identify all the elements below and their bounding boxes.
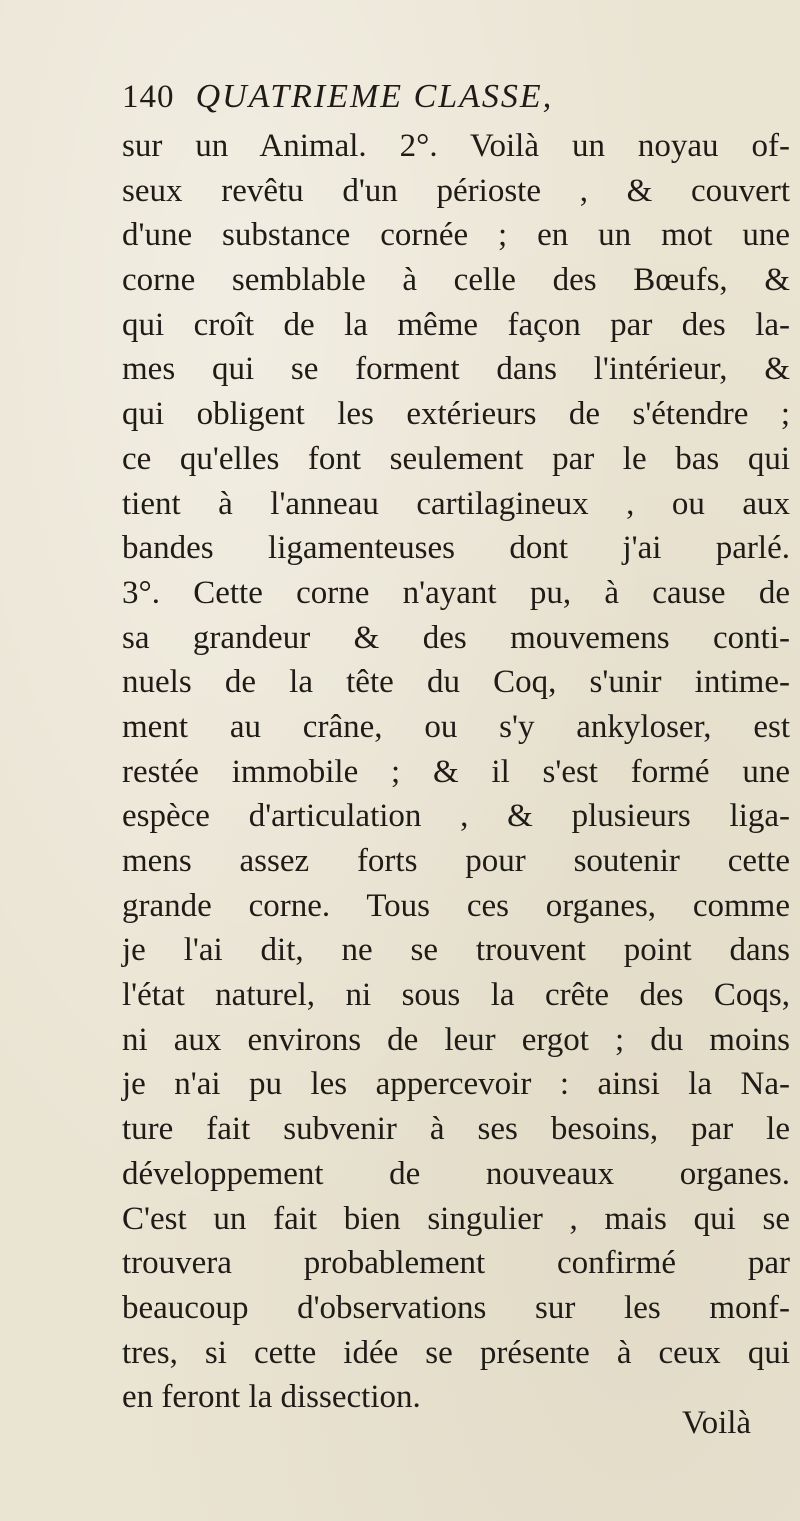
text-line: ce qu'elles font seulement par le bas qui bbox=[122, 440, 790, 477]
text-line: mes qui se forment dans l'intérieur, & bbox=[122, 351, 790, 388]
text-line: C'est un fait bien singulier , mais qui se bbox=[122, 1200, 790, 1237]
text-line: restée immobile ; & il s'est formé une bbox=[122, 753, 790, 790]
text-line: d'une substance cornée ; en un mot une bbox=[122, 217, 790, 254]
text-line: tres, si cette idée se présente à ceux qui bbox=[122, 1334, 790, 1371]
text-line: je n'ai pu les appercevoir : ainsi la Na- bbox=[122, 1066, 790, 1103]
text-line: ture fait subvenir à ses besoins, par le bbox=[122, 1111, 790, 1148]
text-line: grande corne. Tous ces organes, comme bbox=[122, 887, 790, 924]
catchword: Voilà bbox=[682, 1405, 752, 1441]
text-line: corne semblable à celle des Bœufs, & bbox=[122, 262, 790, 299]
text-line: l'état naturel, ni sous la crête des Coqs, bbox=[122, 977, 790, 1014]
page-header bbox=[122, 78, 762, 122]
text-line: en feront la dissection. bbox=[122, 1379, 421, 1416]
text-line: sa grandeur & des mouvemens conti- bbox=[122, 619, 790, 656]
text-line: je l'ai dit, ne se trouvent point dans bbox=[122, 932, 790, 969]
text-line: nuels de la tête du Coq, s'unir intime- bbox=[122, 664, 790, 701]
body-text bbox=[122, 124, 790, 1420]
text-line: qui croît de la même façon par des la- bbox=[122, 306, 790, 343]
text-line: ment au crâne, ou s'y ankyloser, est bbox=[122, 708, 790, 745]
text-line: tient à l'anneau cartilagineux , ou aux bbox=[122, 485, 790, 522]
text-line: qui obligent les extérieurs de s'étendre ; bbox=[122, 396, 790, 433]
text-line: développement de nouveaux organes. bbox=[122, 1155, 790, 1192]
text-line: bandes ligamenteuses dont j'ai parlé. bbox=[122, 530, 790, 567]
text-line: ni aux environs de leur ergot ; du moins bbox=[122, 1021, 790, 1058]
text-line: seux revêtu d'un périoste , & couvert bbox=[122, 172, 790, 209]
text-line: sur un Animal. 2°. Voilà un noyau of- bbox=[122, 128, 790, 164]
text-line: espèce d'articulation , & plusieurs liga- bbox=[122, 798, 790, 835]
text-line: mens assez forts pour soutenir cette bbox=[122, 843, 790, 879]
running-title: QUATRIEME CLASSE, bbox=[195, 78, 554, 115]
text-line: trouvera probablement confirmé par bbox=[122, 1245, 790, 1282]
text-line: beaucoup d'observations sur les monf- bbox=[122, 1289, 790, 1326]
text-line: 3°. Cette corne n'ayant pu, à cause de bbox=[122, 574, 790, 611]
page-number: 140 bbox=[122, 79, 175, 115]
